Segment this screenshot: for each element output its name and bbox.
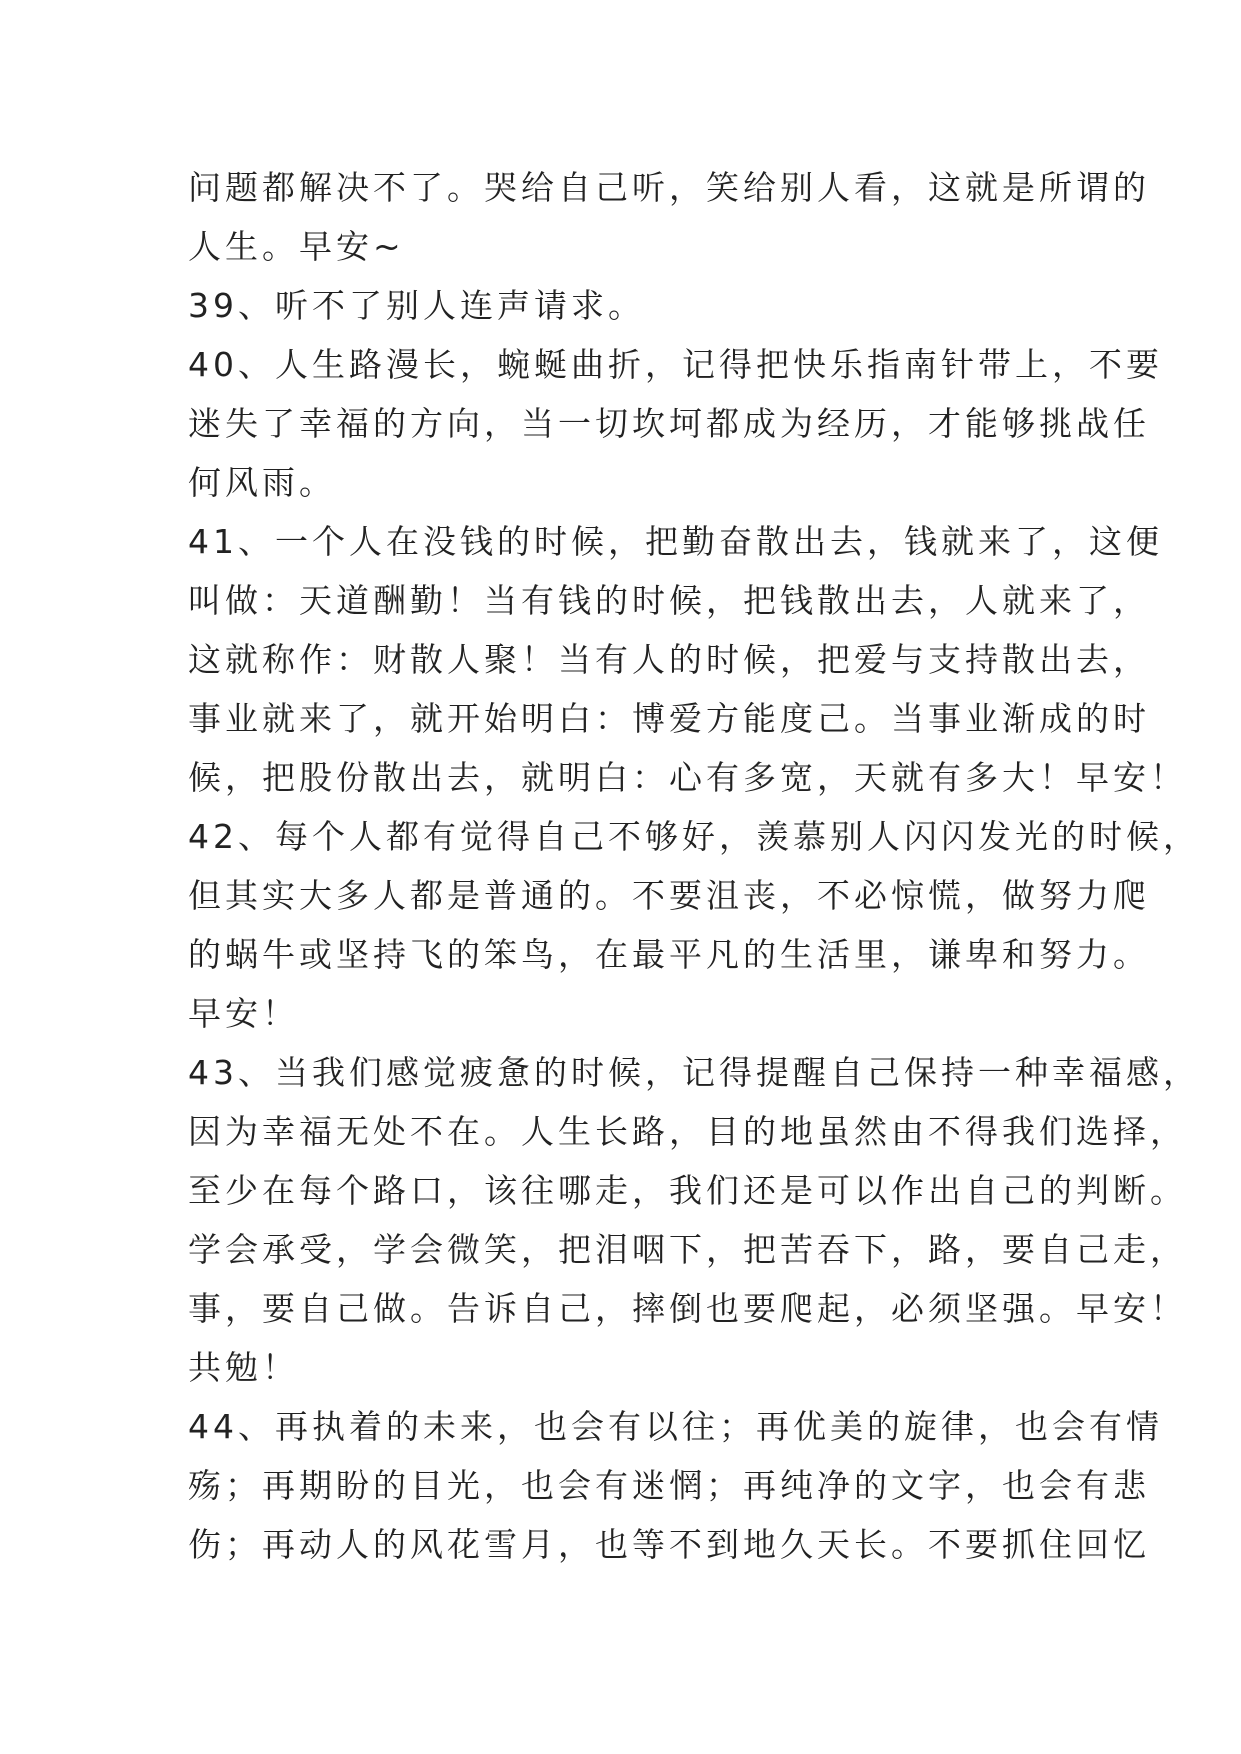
text-line: 殇；再期盼的目光，也会有迷惘；再纯净的文字，也会有悲 [188, 1466, 1150, 1505]
document-body [188, 158, 1200, 1574]
text-line: 何风雨。 [188, 463, 336, 502]
text-line: 迷失了幸福的方向，当一切坎坷都成为经历，才能够挑战任 [188, 404, 1150, 443]
text-line: 40、人生路漫长，蜿蜒曲折，记得把快乐指南针带上，不要 [188, 345, 1163, 384]
text-line: 这就称作：财散人聚！当有人的时候，把爱与支持散出去， [188, 640, 1150, 679]
text-line: 人生。早安~ [188, 227, 405, 266]
text-line: 共勉！ [188, 1348, 299, 1387]
text-line: 至少在每个路口，该往哪走，我们还是可以作出自己的判断。 [188, 1171, 1187, 1210]
text-line: 事，要自己做。告诉自己，摔倒也要爬起，必须坚强。早安！ [188, 1289, 1187, 1328]
text-line: 42、每个人都有觉得自己不够好，羡慕别人闪闪发光的时候， [188, 817, 1200, 856]
text-line: 43、当我们感觉疲惫的时候，记得提醒自己保持一种幸福感， [188, 1053, 1200, 1092]
text-line: 因为幸福无处不在。人生长路，目的地虽然由不得我们选择， [188, 1112, 1187, 1151]
text-line: 的蜗牛或坚持飞的笨鸟，在最平凡的生活里，谦卑和努力。 [188, 935, 1150, 974]
text-line: 事业就来了，就开始明白：博爱方能度己。当事业渐成的时 [188, 699, 1150, 738]
text-line: 伤；再动人的风花雪月，也等不到地久天长。不要抓住回忆 [188, 1525, 1150, 1564]
text-line: 候，把股份散出去，就明白：心有多宽，天就有多大！早安！ [188, 758, 1187, 797]
text-line: 问题都解决不了。哭给自己听，笑给别人看，这就是所谓的 [188, 168, 1150, 207]
text-line: 学会承受，学会微笑，把泪咽下，把苦吞下，路，要自己走， [188, 1230, 1187, 1269]
text-line: 但其实大多人都是普通的。不要沮丧，不必惊慌，做努力爬 [188, 876, 1150, 915]
text-line: 叫做：天道酬勤！当有钱的时候，把钱散出去，人就来了， [188, 581, 1150, 620]
text-line: 39、听不了别人连声请求。 [188, 286, 645, 325]
text-line: 早安！ [188, 994, 299, 1033]
text-line: 41、一个人在没钱的时候，把勤奋散出去，钱就来了，这便 [188, 522, 1163, 561]
text-line: 44、再执着的未来，也会有以往；再优美的旋律，也会有情 [188, 1407, 1163, 1446]
